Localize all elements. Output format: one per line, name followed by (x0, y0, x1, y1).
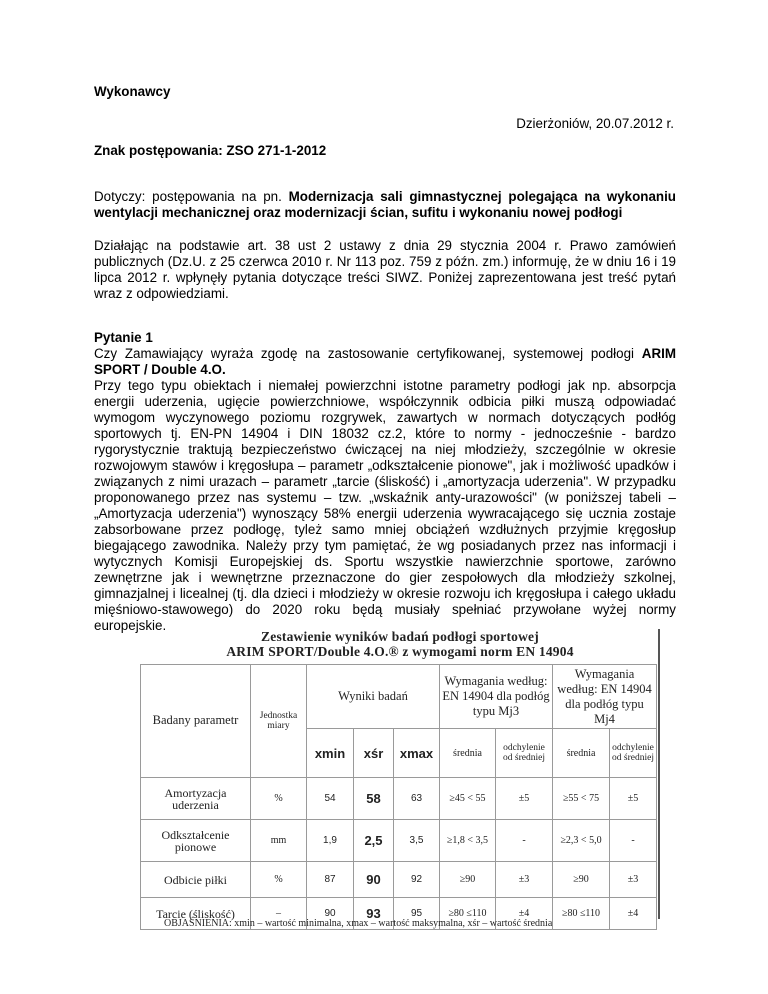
question-1-body (94, 346, 676, 634)
row-mj3-avg: ≥90 (440, 862, 496, 898)
row-mj4-dev: ±5 (610, 777, 657, 819)
header-xmax: xmax (394, 729, 440, 778)
table-title-line1: Zestawienie wyników badań podłogi sportowej (261, 629, 539, 644)
results-table (140, 664, 660, 930)
header-param: Badany parametr (141, 665, 251, 778)
row-mj3-avg: ≥1,8 < 3,5 (440, 820, 496, 862)
header-unit: Jednostka miary (251, 665, 307, 778)
table-row (141, 820, 657, 862)
row-mj4-avg: ≥90 (553, 862, 610, 898)
row-mj4-dev: ±3 (610, 862, 657, 898)
row-xsr: 90 (354, 862, 394, 898)
row-mj4-dev: - (610, 820, 657, 862)
row-mj4-avg: ≥2,3 < 5,0 (553, 820, 610, 862)
header-avg-mj4: średnia (553, 729, 610, 778)
row-xsr: 2,5 (354, 820, 394, 862)
row-param: Odbicie piłki (141, 862, 251, 898)
header-dev-mj3: odchylenie od średniej (496, 729, 553, 778)
row-xmax: 3,5 (394, 820, 440, 862)
place-date: Dzierżoniów, 20.07.2012 r. (516, 116, 674, 131)
row-mj4-dev: ±4 (610, 898, 657, 930)
row-param: Tarcie (śliskość) (141, 898, 251, 930)
header-dev-mj4: odchylenie od średniej (610, 729, 657, 778)
row-mj3-dev: ±3 (496, 862, 553, 898)
row-xmin: 90 (307, 898, 354, 930)
table-row (141, 862, 657, 898)
row-mj4-avg: ≥55 < 75 (553, 777, 610, 819)
header-avg-mj3: średnia (440, 729, 496, 778)
row-xmin: 1,9 (307, 820, 354, 862)
row-mj3-dev: - (496, 820, 553, 862)
question-1-text: Przy tego typu obiektach i niemałej powierzchni istotne parametry podłogi jak np. absorpcja energii uderzenia, ugięcie powierzchniowe, współczynnik odbicia piłki muszą odpowiadać wymogom wyczynowego poziomu rozgrywek, zawartych w normach dotyczących podłóg sportowych tj. EN-PN 14904 i DIN 18032 cz.2, które to normy - jednocześnie - bardzo rygorystycznie traktują bezpieczeństwo ćwiczącej na niej młodzieży, szczególnie w okresie rozwojowym stawów i kręgosłupa – parametr „odkształcenie pionowe", jak i możliwość upadków i związanych z nimi urazach – parametr „tarcie (śliskość) i „amortyzacja uderzenia". W przypadku proponowanego przez nas systemu – tzw. „wskaźnik anty-urazowości" (w poniższej tabeli – „Amortyzacja uderzenia") wynoszący 58% energii uderzenia wywracającego się ucznia zostaje zabsorbowane przez podłogę, tyleż samo mniej obciążeń wzdłużnych przyjmie kręgosłup biegającego zawodnika. Należy przy tym pamiętać, że wg posiadanych przez nas informacji i wytycznych Komisji Europejskiej ds. Sportu wszystkie nawierzchnie sportowe, zarówno zewnętrzne jak i wewnętrzne przeznaczone do gier zespołowych dla młodzieży szkolnej, gimnazjalnej i licealnej (tj. dla dzieci i młodzieży w okresie rozwoju ich kręgosłupa i całego układu mięśniowo-stawowego) do 2020 roku będą musiały spełniać przywołane wyżej normy europejskie. (94, 378, 676, 633)
subject-prefix: Dotyczy: postępowania na pn. (94, 189, 289, 204)
row-param: Amortyzacja uderzenia (141, 777, 251, 819)
row-xmax: 95 (394, 898, 440, 930)
question-1-title: Pytanie 1 (94, 330, 153, 345)
row-unit: mm (251, 820, 307, 862)
question-1-product: ARIM SPORT / Double 4.O. (94, 346, 676, 377)
header-req-mj3: Wymagania według: EN 14904 dla podłóg typu Mj3 (440, 665, 553, 729)
row-unit: % (251, 862, 307, 898)
row-xsr: 93 (354, 898, 394, 930)
row-mj4-avg: ≥80 ≤110 (553, 898, 610, 930)
row-xmax: 92 (394, 862, 440, 898)
header-xsr: xśr (354, 729, 394, 778)
header-xmin: xmin (307, 729, 354, 778)
row-xsr: 58 (354, 777, 394, 819)
row-xmax: 63 (394, 777, 440, 819)
recipient: Wykonawcy (94, 84, 171, 99)
subject-title: Modernizacja sali gimnastycznej polegająca na wykonaniu wentylacji mechanicznej oraz modernizacji ścian, sufitu i wykonaniu nowej podłogi (94, 189, 676, 220)
scan-edge-divider (658, 629, 660, 919)
row-xmin: 87 (307, 862, 354, 898)
table-note: OBJAŚNIENIA: xmin – wartość minimalna, xmax – wartość maksymalna, xśr – wartość średnia (164, 918, 553, 929)
table-row (141, 777, 657, 819)
row-unit: % (251, 777, 307, 819)
row-mj3-avg: ≥45 < 55 (440, 777, 496, 819)
row-mj3-dev: ±5 (496, 777, 553, 819)
scanned-results-table (140, 629, 660, 934)
table-title-line2: ARIM SPORT/Double 4.O.® z wymogami norm EN 14904 (226, 644, 574, 659)
header-results: Wyniki badań (307, 665, 440, 729)
row-mj3-avg: ≥80 ≤110 (440, 898, 496, 930)
intro-paragraph: Działając na podstawie art. 38 ust 2 ustawy z dnia 29 stycznia 2004 r. Prawo zamówień publicznych (Dz.U. z 25 czerwca 2010 r. Nr 113 poz. 759 z późn. zm.) informuję, że w dniu 16 i 19 lipca 2012 r. wpłynęły pytania dotyczące treści SIWZ. Poniżej zaprezentowana jest treść pytań wraz z odpowiedziami. (94, 238, 676, 301)
row-xmin: 54 (307, 777, 354, 819)
header-req-mj4: Wymagania według: EN 14904 dla podłóg typu Mj4 (553, 665, 657, 729)
case-number: Znak postępowania: ZSO 271-1-2012 (94, 143, 327, 158)
row-param: Odkształcenie pionowe (141, 820, 251, 862)
row-unit: – (251, 898, 307, 930)
row-mj3-dev: ±4 (496, 898, 553, 930)
question-1-lead: Czy Zamawiający wyraża zgodę na zastosowanie certyfikowanej, systemowej podłogi (94, 346, 642, 361)
subject-paragraph (94, 189, 676, 221)
